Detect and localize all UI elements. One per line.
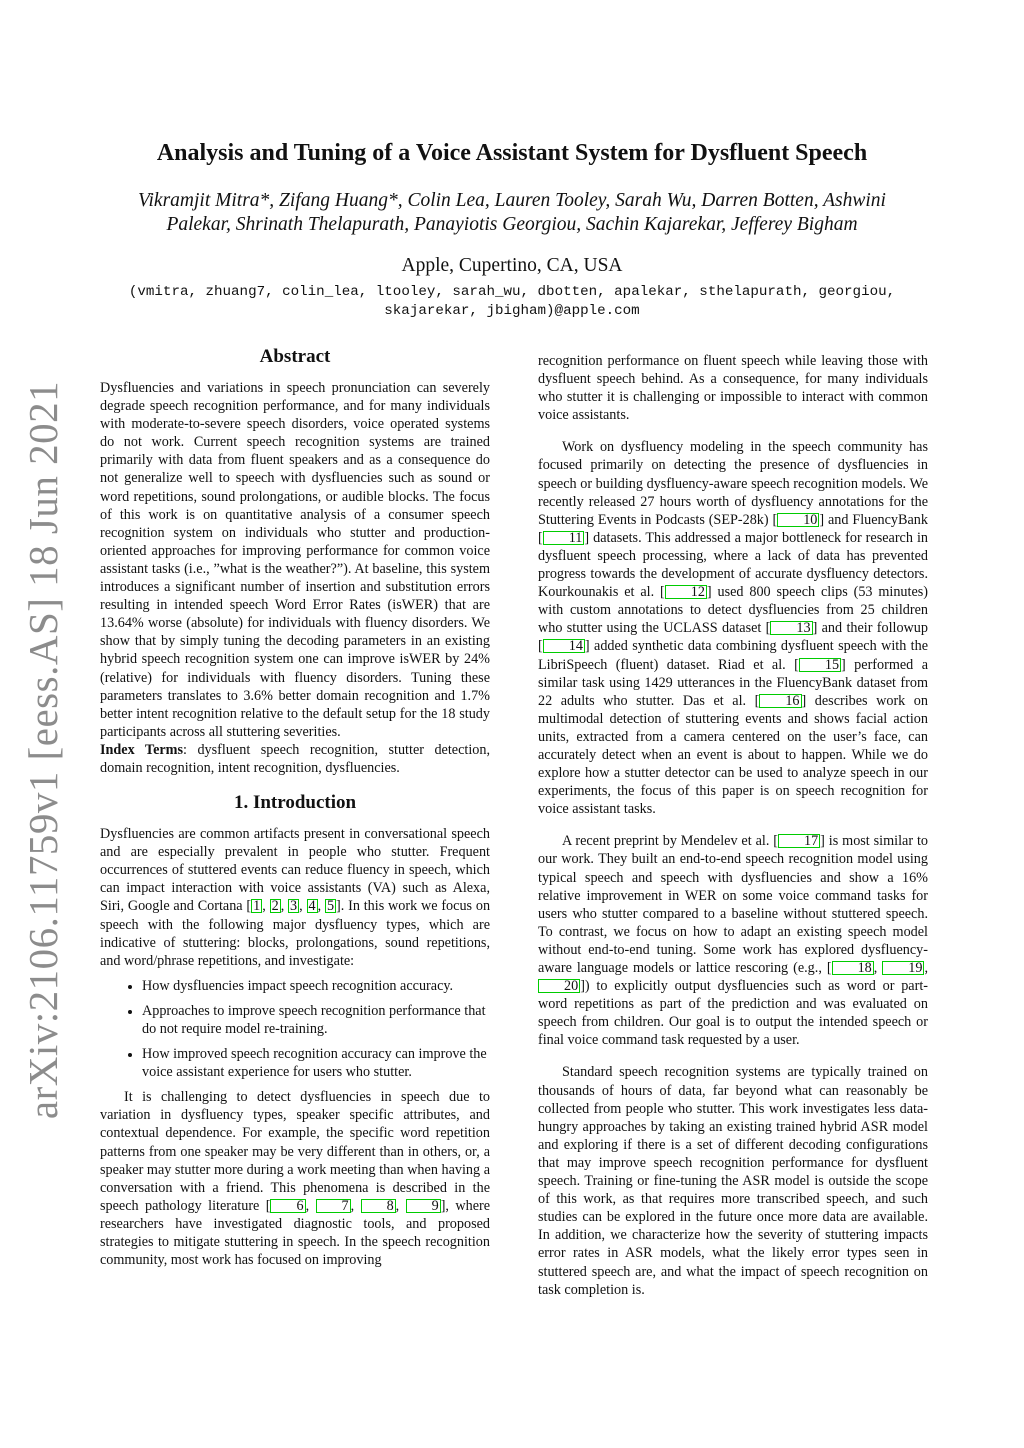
citation-link[interactable]: 20: [538, 979, 580, 993]
citation-link[interactable]: 12: [665, 585, 707, 599]
citation-link[interactable]: 5: [326, 898, 335, 915]
citation-link[interactable]: 19: [882, 961, 924, 975]
citation-link[interactable]: 2: [271, 898, 279, 915]
arxiv-watermark: arXiv:2106.11759v1 [eess.AS] 18 Jun 2021: [20, 380, 66, 1120]
citation-link[interactable]: 14: [543, 639, 585, 653]
affiliation: Apple, Cupertino, CA, USA: [401, 255, 623, 276]
citation-link[interactable]: 4: [308, 898, 316, 915]
citation-link[interactable]: 13: [770, 621, 812, 635]
citation-link[interactable]: 15: [799, 658, 841, 672]
emails-line-2: skajarekar, jbigham)@apple.com: [384, 303, 640, 319]
citation-link[interactable]: 7: [316, 1199, 351, 1213]
left-column: [100, 345, 490, 1269]
abstract-text: Dysfluencies and variations in speech pronunciation can severely degrade speech recognition performance, and for many individuals with moderate-to-severe speech disorders, voice operated systems do not work. Current speech recognition systems are trained primarily with data from fluent speakers and as a consequence do not generalize well to speech with dysfluencies such as sound or word repetitions, sound prolongations, or audible blocks. The focus of this work is on quantitative analysis of a consumer speech recognition system on individuals who stutter and production-oriented approaches for improving performance for common voice assistant tasks (i.e., ”what is the weather?”). At baseline, this system introduces a significant number of insertion and substitution errors resulting in intended speech Word Error Rates (isWER) that are 13.64% worse (absolute) for individuals with fluency disorders. We show that by simply tuning the decoding parameters in an existing hybrid speech recognition system one can improve isWER by 24% (relative) for individuals with fluency disorders. Tuning these parameters translates to 3.6% better domain recognition and 1.7% better intent recognition relative to the default setup for the 18 study participants across all stuttering severities.: [100, 380, 490, 740]
author-list: [100, 189, 924, 237]
list-item: • How dysfluencies impact speech recognition accuracy.: [142, 977, 490, 995]
intro-bullet-list: [100, 977, 490, 1081]
citation-link[interactable]: 11: [543, 531, 585, 545]
citation-link[interactable]: 8: [361, 1199, 396, 1213]
email-list: [60, 283, 964, 321]
citation-link[interactable]: 9: [406, 1199, 441, 1213]
index-terms-text: : dysfluent speech recognition, stutter detection, domain recognition, intent recognition, dysfluencies.: [100, 741, 491, 776]
citation-link[interactable]: 10: [777, 513, 819, 527]
abstract-heading: Abstract: [259, 346, 331, 367]
citation-link[interactable]: 18: [832, 961, 874, 975]
intro-heading: 1. Introduction: [233, 792, 357, 814]
index-terms: [100, 741, 490, 777]
emails-line-1: (vmitra, zhuang7, colin_lea, ltooley, sarah_wu, dbotten, apalekar, sthelapurath, georgiou,: [128, 284, 896, 300]
paper-title: Analysis and Tuning of a Voice Assistant System for Dysfluent Speech: [156, 140, 868, 166]
right-paragraph-1: Work on dysfluency modeling in the speech community has focused primarily on detecting the presence of dysfluencies in speech or building dysfluency-aware speech recognition models. We recently released 27 hours worth of dysfluency annotations for the Stuttering Events in Podcasts (SEP-28k) [ 10 ] and FluencyBank [ 11 ] datasets. This addressed a major bottleneck for research in dysfluent speech processing, where a lack of data has prevented progress towards the development of accurate dysfluency detectors. Kourkounakis et al. [ 12 ] used 800 speech clips (53 minutes) with custom annotations to detect dysfluencies from 25 children who stutter using the UCLASS dataset [ 13 ] and their followup [ 14 ] added synthetic data combining dysfluent speech with the LibriSpeech (fluent) dataset. Riad et al. [ 15 ] performed a similar task using 1429 utterances in the FluencyBank dataset from 22 adults who stutter. Das et al. [ 16 ] describes work on multimodal detection of stuttering events and shows facial action units, extracted from a camera centered on the user’s face, can accurately detect when an event is about to happen. While we do explore how a stutter detector can be used to analyze speech in our experiments, the focus of this paper is on speech recognition for voice assistant tasks.: [538, 439, 929, 818]
citation-link[interactable]: 16: [759, 694, 801, 708]
index-terms-label: Index Terms: [100, 741, 184, 758]
intro-paragraph-2: It is challenging to detect dysfluencies in speech due to variation in dysfluency types, speaker specific attributes, and contextual dependence. For example, the specific word repetition patterns from one speaker may be very different than in others, or, a speaker may stutter more during a work meeting than when having a conversation with a friend. This phenomena is described in the speech pathology literature [ 6 , 7 , 8 , 9 ], where researchers have investigated diagnostic tools, and proposed strategies to mitigate stuttering in speech. In the speech recognition community, most work has focused on improving: [100, 1089, 491, 1269]
right-paragraph-2: A recent preprint by Mendelev et al. [ 17 ] is most similar to our work. They built an end-to-end speech recognition model using typical speech and speech with dysfluencies and show a 16% relative improvement in WER on some voice command tasks for users who stutter compared to a baseline without stuttered speech. To contrast, we focus on how to adapt an existing speech model without end-to-end tuning. Some work has explored dysfluency-aware language models or lattice rescoring (e.g., [ 18 , 19 , 20 ]) to explicitly output dysfluencies such as word or part-word repetitions as part of the prediction and was evaluated on speech from children. Our goal is to output the intended speech or final voice command task requested by a user.: [538, 833, 928, 1049]
list-item: • How improved speech recognition accuracy can improve the voice assistant experience for users who stutter.: [142, 1045, 490, 1081]
intro-paragraph-1: Dysfluencies are common artifacts present in conversational speech and are especially prevalent in people who stutter. Frequent occurrences of stuttered events can reduce fluency in speech, which can impact interaction with voice assistants (VA) such as Alexa, Siri, Google and Cortana [ 1 , 2 , 3 , 4 , 5 ]. In this work we focus on speech with the following major dysfluency types, which are indicative of stuttering: blocks, prolongations, sound repetitions, and word/phrase repetitions, and investigate:: [100, 826, 491, 969]
citation-link[interactable]: 6: [270, 1199, 305, 1213]
citation-link[interactable]: 17: [778, 834, 820, 848]
citation-link[interactable]: 1: [253, 898, 261, 915]
right-column: [538, 352, 928, 1299]
right-paragraph-3: Standard speech recognition systems are typically trained on thousands of hours of data, far beyond what can reasonably be collected from people who stutter. This work investigates less data-hungry approaches by taking an existing trained hybrid ASR model and exploring if there is a set of different decoding configurations that may improve speech recognition performance for dysfluent speech. Training or fine-tuning the ASR model is outside the scope of this work, as that requires more transcribed speech, and such studies can be explored in the future once more data are available. In addition, we characterize how the severity of stuttering impacts error rates in ASR models, what the likely error types seen in stuttered speech are, and what the impact of speech recognition on task completion is.: [538, 1064, 928, 1298]
list-item: • Approaches to improve speech recognition performance that do not require model re-training.: [142, 1002, 490, 1038]
authors-line-2: Palekar, Shrinath Thelapurath, Panayiotis Georgiou, Sachin Kajarekar, Jefferey Bigham: [166, 214, 858, 235]
citation-link[interactable]: 3: [290, 898, 298, 915]
authors-line-1: Vikramjit Mitra*, Zifang Huang*, Colin Lea, Lauren Tooley, Sarah Wu, Darren Botten, Ashwini: [138, 190, 886, 211]
right-paragraph-0: recognition performance on fluent speech while leaving those with dysfluent speech behind. As a consequence, for many individuals who stutter it is challenging or impossible to interact with common voice assistants.: [538, 353, 928, 424]
